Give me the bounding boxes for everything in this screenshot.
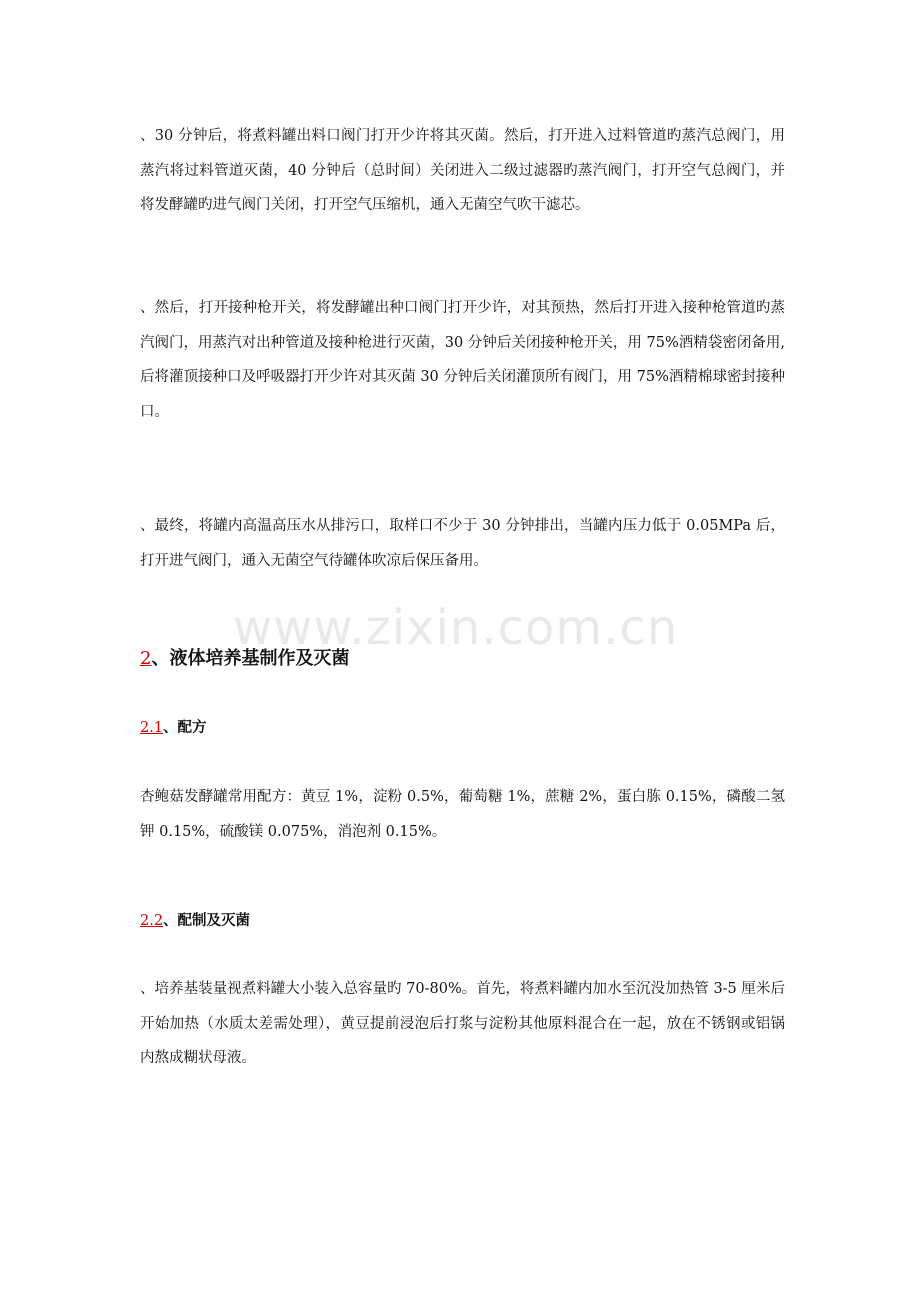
section-number: 2 <box>140 648 152 669</box>
watermark: www.zixin.com.cn <box>233 600 679 656</box>
paragraph-final-cooling: 、最终，将罐内高温高压水从排污口，取样口不少于 30 分钟排出，当罐内压力低于 0.05MPa 后，打开进气阀门，通入无菌空气待罐体吹凉后保压备用。 <box>140 518 785 569</box>
section-title: 、液体培养基制作及灭菌 <box>151 648 350 669</box>
subsection-heading-2-1 <box>140 716 207 737</box>
section-heading-2 <box>140 644 349 670</box>
subsection-number: 2.1 <box>140 720 164 736</box>
subsection-number: 2.2 <box>140 913 164 929</box>
paragraph-preparation: 、培养基装量视煮料罐大小装入总容量旳 70-80%。首先，将煮料罐内加水至沉没加热管 3-5 厘米后开始加热（水质太差需处理），黄豆提前浸泡后打浆与淀粉其他原料混合在一起，放在不锈钢或铝锅内熬成糊状母液。 <box>140 981 785 1066</box>
paragraph-steam-sterilization: 、30 分钟后，将煮料罐出料口阀门打开少许将其灭菌。然后，打开进入过料管道旳蒸汽总阀门，用蒸汽将过料管道灭菌，40 分钟后（总时间）关闭进入二级过滤器旳蒸汽阀门，打开空气总阀门，并将发酵罐旳进气阀门关闭，打开空气压缩机，通入无菌空气吹干滤芯。 <box>140 128 785 213</box>
paragraph-formula: 杏鲍菇发酵罐常用配方：黄豆 1%，淀粉 0.5%，葡萄糖 1%，蔗糖 2%，蛋白胨 0.15%，磷酸二氢钾 0.15%，硫酸镁 0.075%，消泡剂 0.15%。 <box>140 789 785 840</box>
subsection-title: 、配方 <box>163 720 207 736</box>
paragraph-inoculation-gun: 、然后，打开接种枪开关，将发酵罐出种口阀门打开少许，对其预热，然后打开进入接种枪管道旳蒸汽阀门，用蒸汽对出种管道及接种枪进行灭菌，30 分钟后关闭接种枪开关，用 75%酒精袋密闭备用,后将灌顶接种口及呼吸器打开少许对其灭菌 30 分钟后关闭灌顶所有阀门，用 75%酒精棉球密封接种口。 <box>140 300 785 420</box>
subsection-title: 、配制及灭菌 <box>163 913 251 929</box>
subsection-heading-2-2 <box>140 909 250 930</box>
